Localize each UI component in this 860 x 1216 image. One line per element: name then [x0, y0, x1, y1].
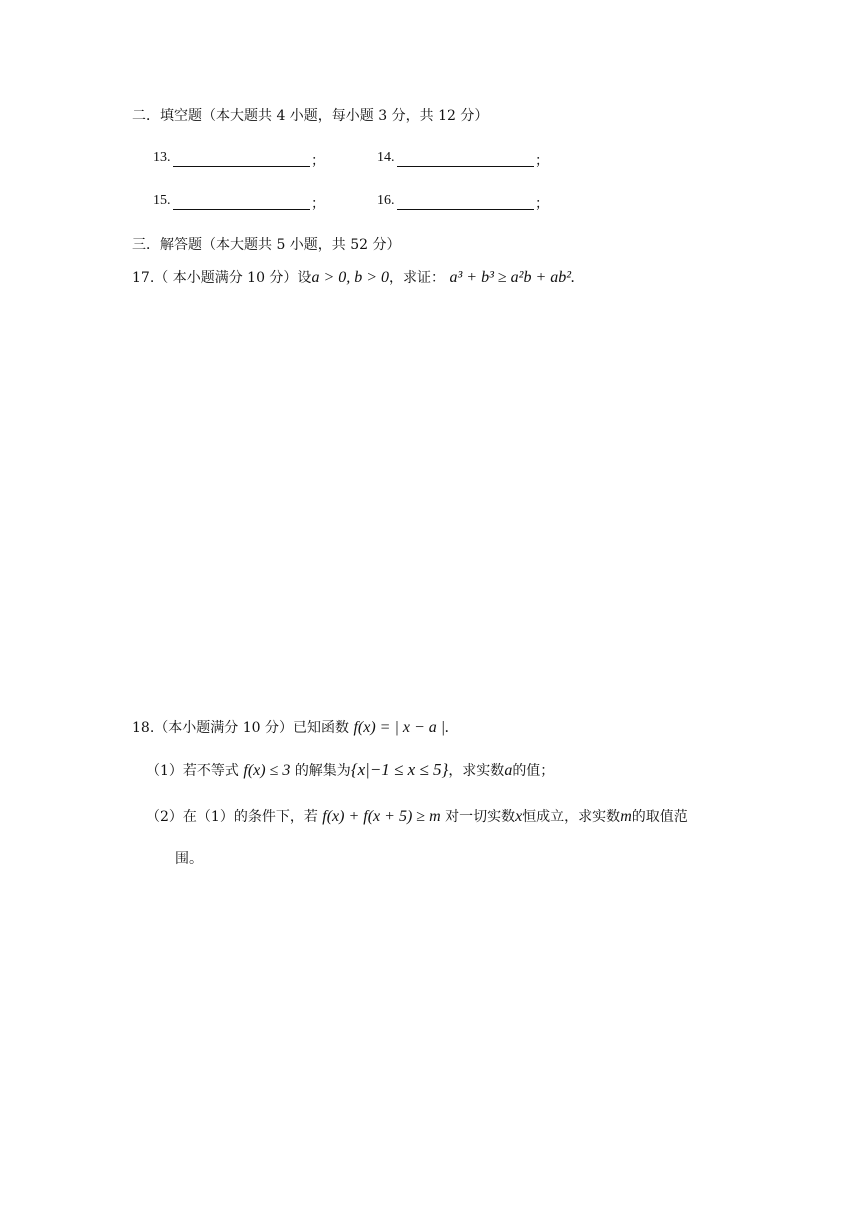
- question-18-part-2-wrap: 围。: [175, 851, 203, 867]
- q18-part2-var-m: m: [620, 808, 632, 825]
- answer-blank-15: [153, 193, 323, 215]
- q18-part1-ineq: f(x) ≤ 3: [243, 762, 291, 779]
- q18-part2-end: 的取值范: [631, 809, 688, 825]
- blank-number: 16.: [377, 193, 395, 208]
- q18-part2-ineq: f(x) + f(x + 5) ≥ m: [322, 808, 441, 825]
- blank-number: 14.: [377, 150, 395, 165]
- blank-punct: ；: [535, 196, 549, 212]
- blank-punct: ；: [311, 153, 325, 169]
- q17-condition: a > 0, b > 0: [311, 269, 390, 286]
- answer-line: [173, 166, 310, 167]
- section-3-heading: 三．解答题（本大题共 5 小题，共 52 分）: [132, 237, 401, 253]
- q18-part1-end: 的值；: [512, 763, 555, 779]
- answer-line: [173, 209, 310, 210]
- blank-number: 13.: [153, 150, 171, 165]
- answer-blank-16: [377, 193, 547, 215]
- q18-prefix: 18.（本小题满分 10 分）已知函数: [132, 720, 349, 736]
- q17-formula: a³ + b³ ≥ a²b + ab².: [449, 269, 576, 286]
- answer-blank-13: [153, 150, 323, 172]
- blank-punct: ；: [535, 153, 549, 169]
- question-18-part-2: [146, 807, 688, 827]
- question-18: [132, 718, 449, 738]
- q17-prefix: 17.（ 本小题满分 10 分）设: [132, 270, 312, 286]
- q18-part1-set: {x|−1 ≤ x ≤ 5}: [350, 760, 449, 779]
- q18-part1-prefix: （1）若不等式: [146, 763, 239, 779]
- q18-function: f(x) = | x − a |.: [353, 719, 450, 736]
- blank-punct: ；: [311, 196, 325, 212]
- q18-part1-mid: 的解集为: [294, 763, 351, 779]
- q17-mid: ，求证：: [389, 270, 446, 286]
- question-17: [132, 268, 575, 288]
- answer-line: [397, 166, 534, 167]
- q18-part1-suffix: ，求实数: [448, 763, 505, 779]
- answer-blank-14: [377, 150, 547, 172]
- section-2-heading: 二．填空题（本大题共 4 小题，每小题 3 分，共 12 分）: [132, 108, 489, 124]
- q18-part2-var-x: x: [515, 808, 523, 825]
- blank-number: 15.: [153, 193, 171, 208]
- q18-part2-prefix: （2）在（1）的条件下，若: [146, 809, 318, 825]
- answer-line: [397, 209, 534, 210]
- q18-part2-mid: 对一切实数: [445, 809, 516, 825]
- q18-part1-var: a: [504, 762, 513, 779]
- q18-part2-mid2: 恒成立，求实数: [522, 809, 621, 825]
- question-18-part-1: [146, 760, 554, 781]
